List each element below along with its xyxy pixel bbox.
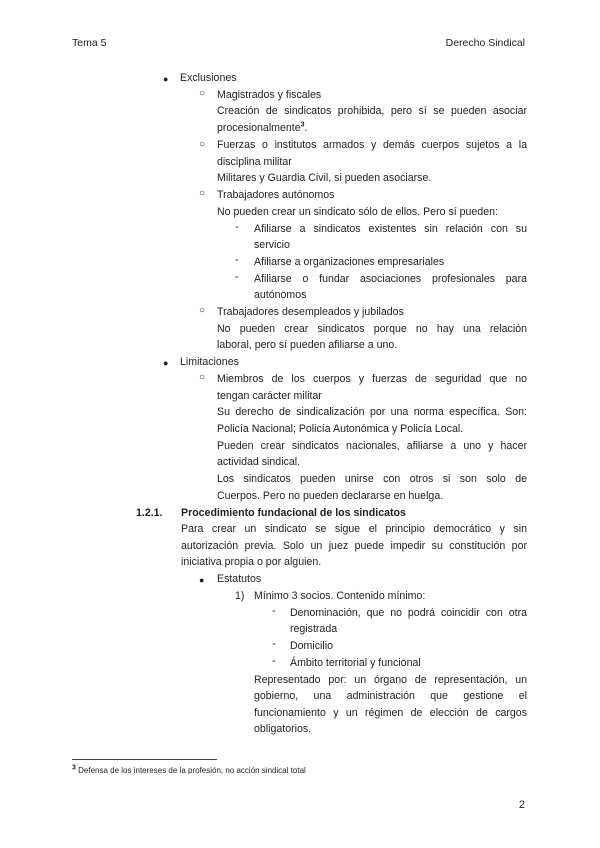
autonomos-text: No pueden crear un sindicato sólo de ellos. Pero sí pueden: [217, 206, 498, 218]
section-paragraph: autorización previa. Solo un juez puede impedir su constitución por [181, 540, 527, 552]
representacion-text: obligatorios. [254, 723, 312, 735]
bullet-dash-icon: - [235, 271, 239, 283]
estatutos-heading: Estatutos [217, 573, 262, 585]
miembros-text: Su derecho de sindicalización por una norma específica. Son: [217, 406, 527, 418]
autonomos-option: Afiliarse o fundar asociaciones profesionales para [254, 273, 527, 285]
autonomos-label: Trabajadores autónomos [217, 189, 335, 201]
bullet-circle-icon: ○ [199, 305, 206, 316]
header-topic: Tema 5 [72, 37, 107, 49]
estatutos-subitem-cont: registrada [290, 623, 338, 635]
miembros-text: actividad sindical. [217, 456, 301, 468]
section-paragraph: iniciativa propia o por alguien. [181, 556, 322, 568]
bullet-dash-icon: - [235, 254, 239, 266]
representacion-text: gobierno, una administración que gestione el [254, 690, 527, 702]
footnote: $^3$ Defensa de los intereses de la profesión, no acción sindical total [72, 764, 306, 775]
magistrados-text-cont: procesionalmente$^3$. [217, 121, 308, 134]
estatutos-subitem: Denominación, que no podrá coincidir con otra [290, 607, 527, 619]
exclusiones-heading: Exclusiones [180, 72, 237, 84]
desempleados-label: Trabajadores desempleados y jubilados [217, 306, 404, 318]
miembros-label: Miembros de los cuerpos y fuerzas de seguridad que no [217, 373, 527, 385]
desempleados-text-cont: laboral, pero sí pueden afiliarse a uno. [217, 339, 398, 351]
section-title: Procedimiento fundacional de los sindicatos [181, 507, 406, 519]
bullet-circle-icon: ○ [199, 139, 206, 150]
estatutos-subitem: Ámbito territorial y funcional [290, 657, 421, 669]
section-paragraph: Para crear un sindicato se sigue el principio democrático y sin [181, 523, 527, 535]
footnote-ref: 3 [300, 121, 305, 129]
bullet-circle-icon: ○ [199, 88, 206, 99]
magistrados-text: Creación de sindicatos prohibida, pero sí se pueden asociar [217, 105, 527, 117]
magistrados-label: Magistrados y fiscales [217, 89, 322, 101]
autonomos-option-cont: servicio [254, 239, 290, 251]
bullet-dash-icon: - [272, 638, 276, 650]
bullet-dot-icon: ● [163, 358, 169, 368]
miembros-text: Policía Nacional; Policía Autonómica y Policía Local. [217, 423, 464, 435]
header-subject: Derecho Sindical [445, 37, 525, 49]
footnote-divider [72, 759, 217, 760]
representacion-text: Representado por: un órgano de representación, un [254, 674, 527, 686]
autonomos-option: Afiliarse a sindicatos existentes sin relación con su [254, 223, 527, 235]
footnote-number: 3 [72, 764, 76, 772]
list-number: 1) [235, 590, 245, 602]
fuerzas-text: Militares y Guardia Civil, si pueden asociarse. [217, 172, 432, 184]
bullet-dash-icon: - [272, 605, 276, 617]
miembros-label-cont: tengan carácter militar [217, 390, 322, 402]
autonomos-option: Afiliarse a organizaciones empresariales [254, 256, 445, 268]
bullet-dot-icon: ● [163, 74, 169, 84]
bullet-circle-icon: ○ [199, 188, 206, 199]
bullet-dash-icon: - [272, 655, 276, 667]
bullet-dot-icon: ● [199, 575, 205, 585]
limitaciones-heading: Limitaciones [180, 356, 239, 368]
bullet-circle-icon: ○ [199, 372, 206, 383]
miembros-text: Los sindicatos pueden unirse con otros si son solo de [217, 473, 527, 485]
representacion-text: funcionamiento y un régimen de elección de cargos [254, 707, 527, 719]
desempleados-text: No pueden crear sindicatos porque no hay una relación [217, 323, 527, 335]
fuerzas-label: Fuerzas o institutos armados y demás cuerpos sujetos a la [217, 139, 527, 151]
miembros-text: Cuerpos. Pero no pueden declararse en huelga. [217, 490, 444, 502]
fuerzas-label-cont: disciplina militar [217, 156, 292, 168]
miembros-text: Pueden crear sindicatos nacionales, afiliarse a uno y hacer [217, 440, 527, 452]
section-number: 1.2.1. [136, 507, 163, 519]
estatutos-item: Mínimo 3 socios. Contenido mínimo: [254, 590, 426, 602]
bullet-dash-icon: - [235, 221, 239, 233]
estatutos-subitem: Domicilio [290, 640, 333, 652]
autonomos-option-cont: autónomos [254, 289, 307, 301]
page-number: 2 [518, 799, 525, 811]
